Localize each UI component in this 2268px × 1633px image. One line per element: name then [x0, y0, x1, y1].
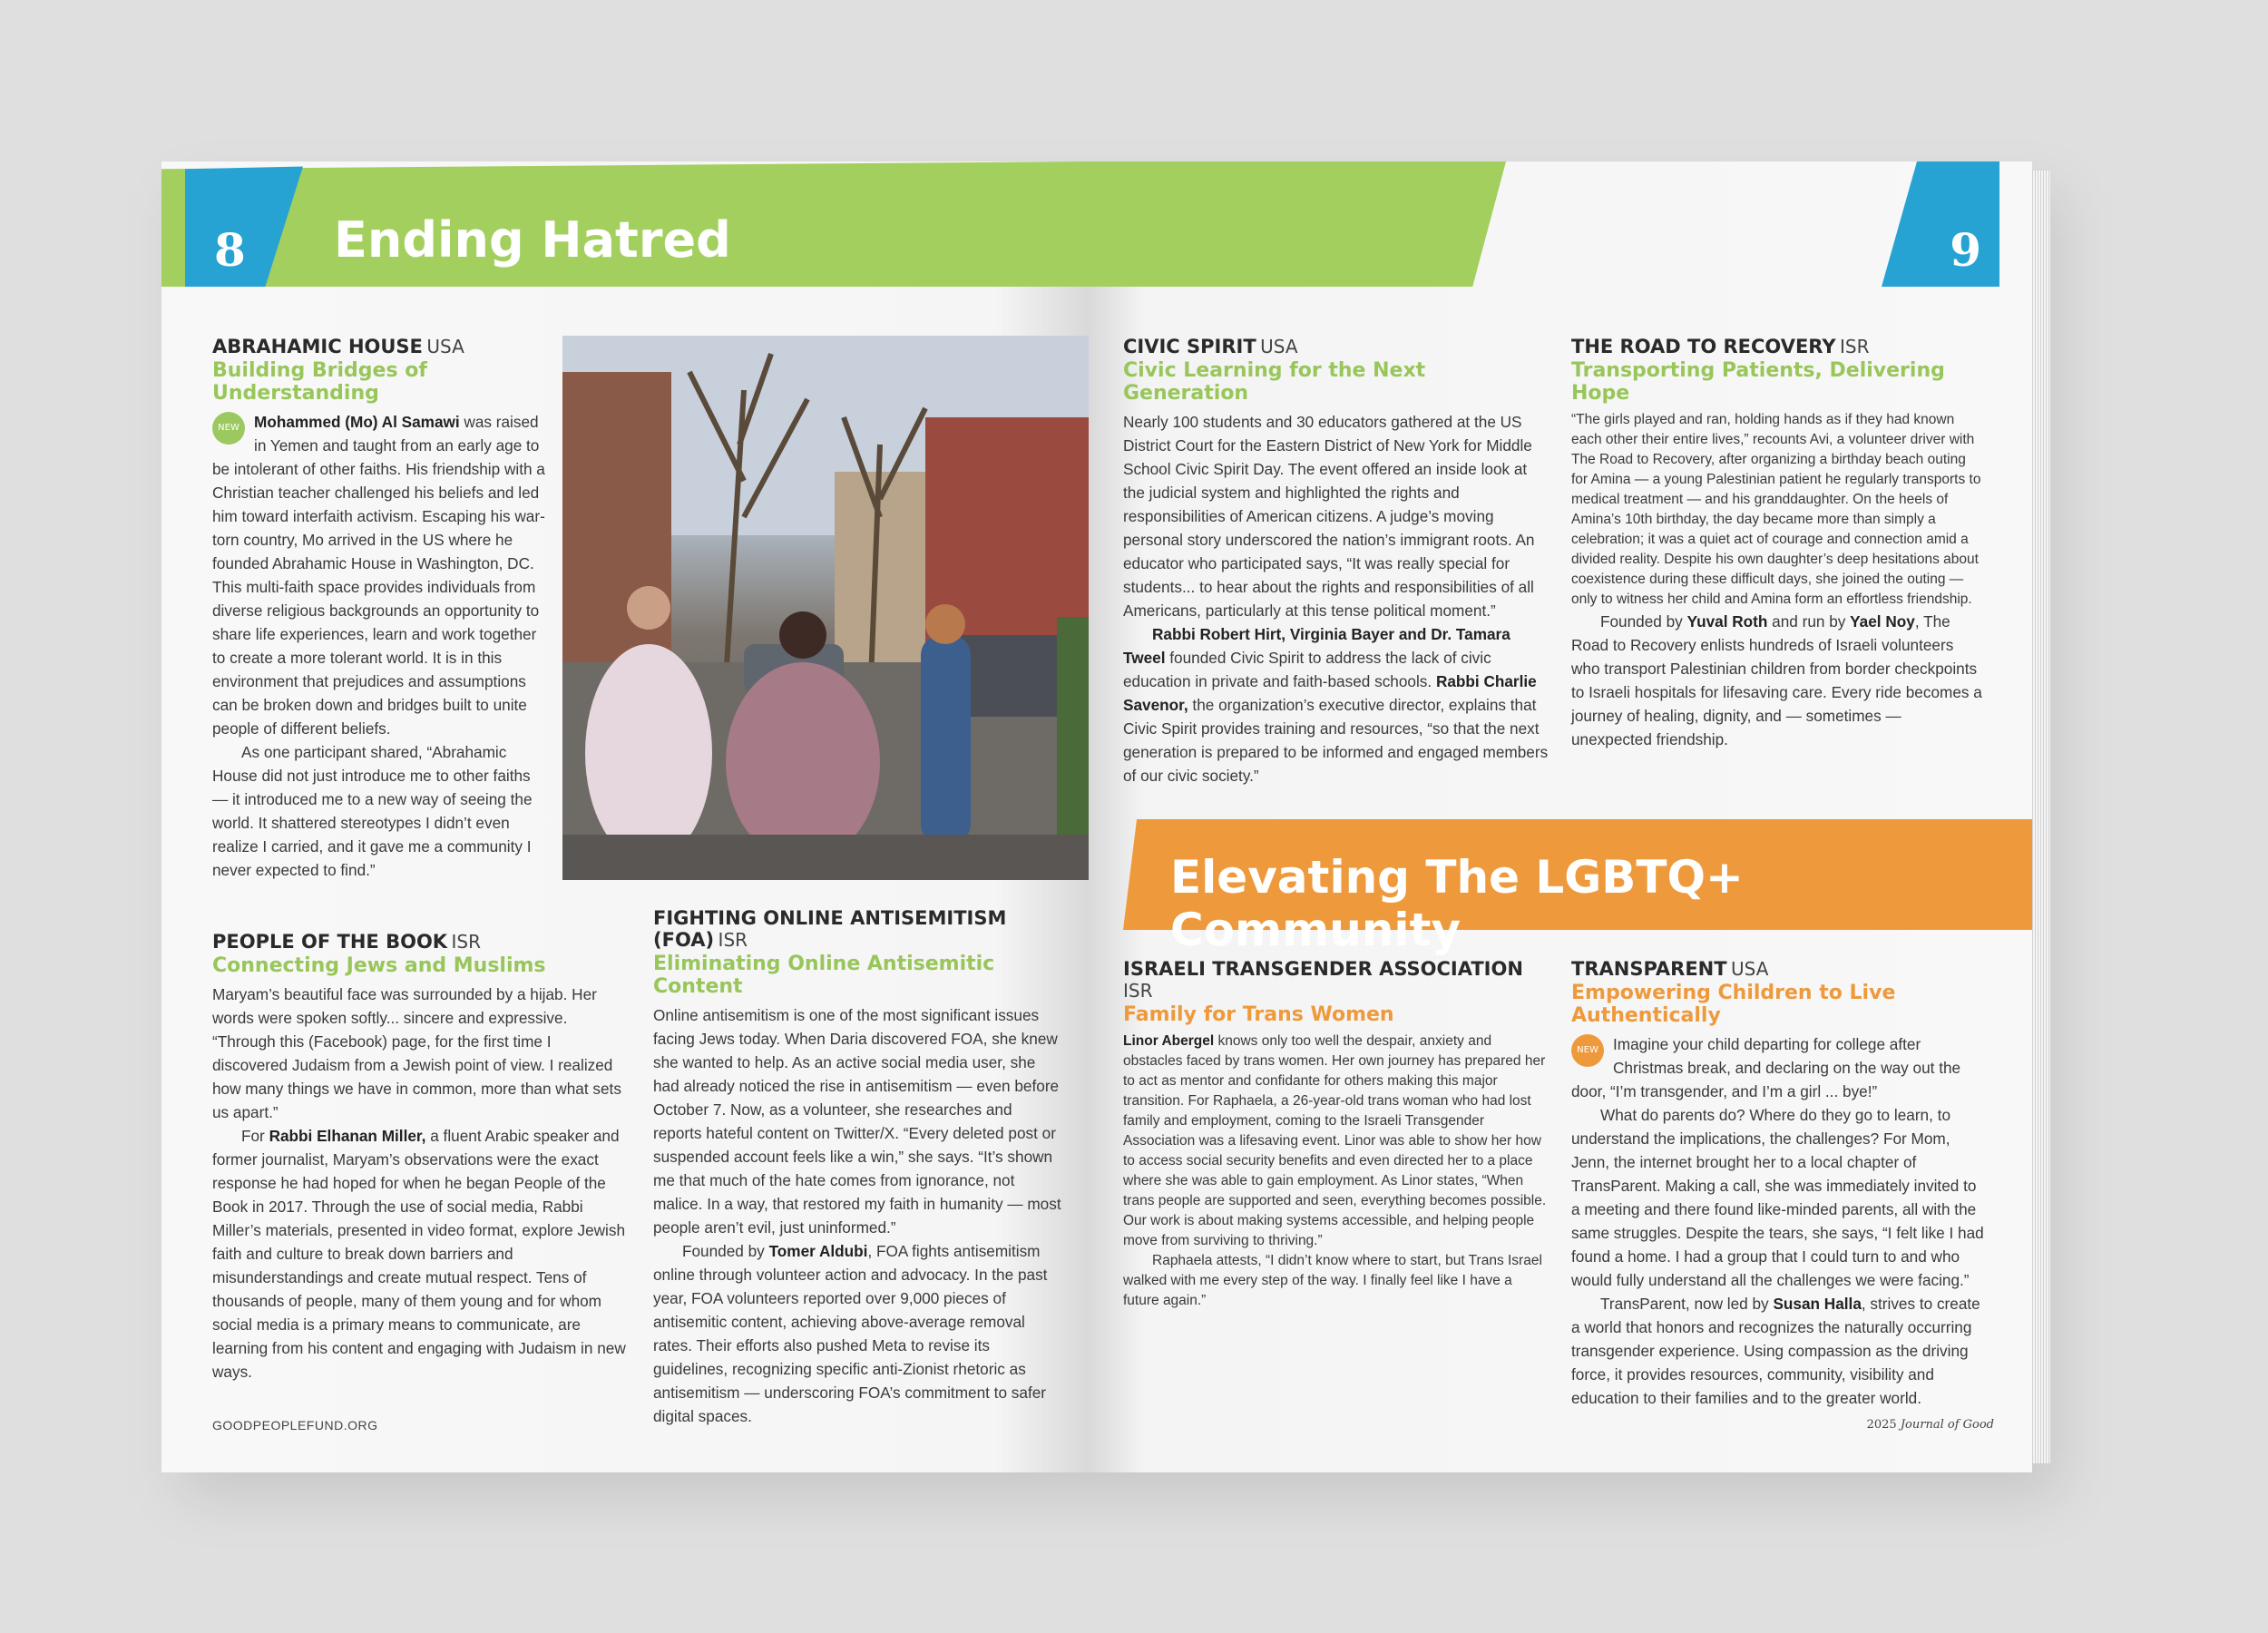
footer-website: GOODPEOPLEFUND.ORG	[212, 1418, 378, 1433]
article-country: USA	[426, 336, 464, 357]
paragraph: Online antisemitism is one of the most significant issues facing Jews today. When Daria discovered FOA, she knew she wanted to help. As an active social media user, she had already noticed the rise in antisemitism — even before October 7. Now, as a volunteer, she researches and reports hateful content on Twitter/X. “Every deleted post or suspended account feels like a win,” she says. “It’s shown me that much of the hate comes from ignorance, not malice. In a way, that restored my faith in humanity — most people aren’t evil, just uninformed.”	[653, 1006, 1061, 1237]
section-title: Elevating The LGBTQ+ Community	[1170, 851, 1744, 956]
photo-illustration	[562, 336, 1089, 880]
right-page	[1089, 161, 2032, 1472]
article-subtitle: Civic Learning for the Next Generation	[1123, 359, 1426, 405]
article-heading	[1123, 958, 1549, 1002]
article-country: USA	[1731, 958, 1769, 980]
article-title: TRANSPARENT	[1571, 958, 1727, 980]
article-heading	[653, 907, 1061, 951]
article-title: THE ROAD TO RECOVERY	[1571, 336, 1836, 357]
section-title: Ending Hatred	[334, 211, 731, 269]
header-band	[1089, 161, 1506, 287]
article-subtitle: Empowering Children to Live Authentically	[1571, 982, 1896, 1027]
article-title: FIGHTING ONLINE ANTISEMITISM (FOA)	[653, 907, 1007, 951]
article-subtitle: Eliminating Online Antisemitic Content	[653, 953, 995, 998]
article-country: USA	[1260, 336, 1298, 357]
article-body	[212, 983, 630, 1384]
article-country: ISR	[718, 929, 748, 951]
paragraph: Mohammed (Mo) Al Samawi was raised in Yemen and taught from an early age to be intolerant of other faiths. His friendship with a Christian teacher challenged his beliefs and led him toward interfaith activism. Escaping his war-torn country, Mo arrived in the US where he founded Abrahamic House in Washington, DC. This multi-faith space provides individuals from diverse religious backgrounds an opportunity to share life experiences, learn and work together to create a more tolerant world. It is in this environment that prejudices and assumptions can be broken down and bridges built to unite people of different beliefs.	[212, 413, 545, 738]
article-title: ABRAHAMIC HOUSE	[212, 336, 423, 357]
page-number: 8	[214, 223, 246, 277]
paragraph: Maryam’s beautiful face was surrounded by a hijab. Her words were spoken softly... sincere and expressive. “Through this (Facebook) page, for the first time I discovered Judaism from a Jewish point of view. I realized how many things we have in common, more than what sets us apart.”	[212, 985, 621, 1121]
article-subtitle: Family for Trans Women	[1123, 1003, 1394, 1026]
page-edges	[2030, 171, 2050, 1463]
article-heading	[1123, 336, 1549, 357]
article-heading	[1571, 958, 1989, 980]
page-number-tab	[1882, 161, 1999, 287]
paragraph: Nearly 100 students and 30 educators gathered at the US District Court for the Eastern District of New York for Middle School Civic Spirit Day. The event offered an inside look at the judicial system and highlighted the rights and responsibilities of American citizens. A judge’s moving personal story underscored the nation’s immigrant roots. An educator who participated says, “It was really special for students... to hear about the rights and responsibilities of all Americans, particularly at this tense political moment.”	[1123, 413, 1535, 620]
article-civic-spirit	[1123, 336, 1549, 787]
article-country: ISR	[1123, 980, 1153, 1002]
new-badge: NEW	[1571, 1034, 1604, 1067]
paragraph: Imagine your child departing for college after Christmas break, and declaring on the way out the door, “I’m transgender, and I’m a girl ... bye!”	[1571, 1035, 1961, 1100]
left-page	[161, 161, 1089, 1472]
article-heading	[212, 931, 630, 953]
paragraph: Rabbi Robert Hirt, Virginia Bayer and Dr. Tamara Tweel founded Civic Spirit to address the lack of civic education in private and faith-based schools. Rabbi Charlie Savenor, the organization’s executive director, explains that Civic Spirit provides training and resources, “so that the next generation is prepared to be informed and engaged members of our civic society.”	[1123, 625, 1549, 785]
paragraph: What do parents do? Where do they go to learn, to understand the implications, the challenges? For Mom, Jenn, the internet brought her to a local chapter of TransParent. Making a call, she was immediately invited to a meeting and there found like-minded parents, all with the same struggles. Despite the tears, she says, “I felt like I had found a home. I had a group that I could turn to and who would fully understand all the challenges we were facing.”	[1571, 1106, 1984, 1289]
article-country: ISR	[1840, 336, 1870, 357]
article-body	[1571, 1032, 1989, 1410]
paragraph: Raphaela attests, “I didn’t know where to start, but Trans Israel walked with me every step of the way. I finally feel like I have a future again.”	[1123, 1253, 1542, 1308]
footer-journal-title: Journal of Good	[1900, 1418, 1994, 1432]
article-people-of-the-book	[212, 931, 630, 1384]
article-subtitle: Building Bridges of Understanding	[212, 359, 427, 405]
article-title: PEOPLE OF THE BOOK	[212, 931, 448, 953]
article-subtitle: Connecting Jews and Muslims	[212, 954, 546, 977]
article-fighting-online-antisemitism	[653, 907, 1061, 1428]
new-badge: NEW	[212, 412, 245, 445]
article-body	[1571, 410, 1984, 751]
article-heading	[1571, 336, 1984, 357]
article-heading	[212, 336, 548, 357]
article-country: ISR	[451, 931, 482, 953]
article-body	[1123, 1032, 1549, 1311]
page-number: 9	[1950, 223, 1981, 277]
paragraph: For Rabbi Elhanan Miller, a fluent Arabic speaker and former journalist, Maryam’s observations were the exact response he had hoped for when he began People of the Book in 2017. Through the use of social media, Rabbi Miller’s materials, presented in video format, explore Jewish faith and culture to break down barriers and misunderstandings and create mutual respect. Tens of thousands of people, many of them young and for whom social media is a primary means to communicate, are learning from his content and engaging with Judaism in new ways.	[212, 1127, 626, 1381]
paragraph: TransParent, now led by Susan Halla, strives to create a world that honors and recognizes the naturally occurring transgender experience. Using compassion as the driving force, it provides resources, community, visibility and education to their families and to the greater world.	[1571, 1295, 1980, 1407]
article-road-to-recovery	[1571, 336, 1984, 751]
paragraph: Founded by Tomer Aldubi, FOA fights antisemitism online through volunteer action and advocacy. In the past year, FOA volunteers reported over 9,000 pieces of antisemitic content, achieving above-average removal rates. Their efforts also pushed Meta to revise its guidelines, recognizing specific anti-Zionist rhetoric as antisemitism — underscoring FOA’s commitment to safer digital spaces.	[653, 1242, 1048, 1425]
article-title: CIVIC SPIRIT	[1123, 336, 1256, 357]
footer-year: 2025	[1866, 1418, 1897, 1432]
article-israeli-transgender-association	[1123, 958, 1549, 1311]
article-body	[212, 410, 548, 882]
footer-journal	[1867, 1418, 1994, 1432]
paragraph: Linor Abergel knows only too well the despair, anxiety and obstacles faced by trans women. Her own journey has prepared her to act as mentor and confidante for others making this major transition. For Raphaela, a 26-year-old trans woman who had lost family and employment, coming to the Israeli Transgender Association was a lifesaving event. Linor was able to show her how to access social security benefits and even directed her to a place where she was able to gain employment. As Linor states, “When trans people are supported and seen, everything becomes possible. Our work is about making systems accessible, and helping people move from surviving to thriving.”	[1123, 1033, 1547, 1248]
article-transparent	[1571, 958, 1989, 1410]
article-abrahamic-house	[212, 336, 548, 882]
paragraph: Founded by Yuval Roth and run by Yael Noy, The Road to Recovery enlists hundreds of Israeli volunteers who transport Palestinian children from border checkpoints to Israeli hospitals for lifesaving care. Every ride becomes a journey of healing, dignity, and — sometimes — unexpected friendship.	[1571, 612, 1982, 748]
article-body	[1123, 410, 1549, 787]
article-subtitle: Transporting Patients, Delivering Hope	[1571, 359, 1945, 405]
paragraph: As one participant shared, “Abrahamic House did not just introduce me to other faiths — it introduced me to a new way of seeing the world. It shattered stereotypes I didn’t even realize I carried, and it gave me a community I never expected to find.”	[212, 743, 533, 879]
photo-four-people-dancing-street	[562, 336, 1089, 880]
article-title: ISRAELI TRANSGENDER ASSOCIATION	[1123, 958, 1523, 980]
paragraph: “The girls played and ran, holding hands as if they had known each other their entire lives,” recounts Avi, a volunteer driver with The Road to Recovery, after organizing a birthday beach outing for Amina — a young Palestinian patient he regularly transports to medical treatment — and his granddaughter. On the heels of Amina’s 10th birthday, the day became more than simply a celebration; it was a quiet act of courage and connection amid a divided reality. Despite his own daughter’s deep hesitations about coexistence during these difficult days, she joined the outing — only to witness her child and Amina form an effortless friendship.	[1571, 412, 1981, 607]
article-body	[653, 1003, 1061, 1428]
